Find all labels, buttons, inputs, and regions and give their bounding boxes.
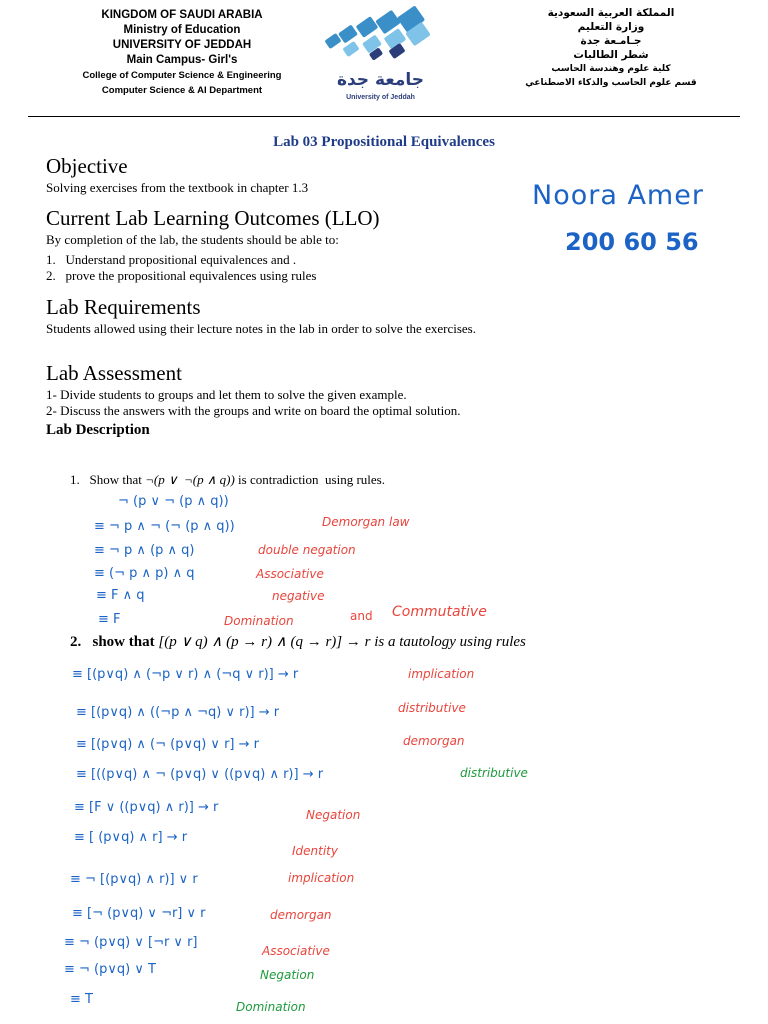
q2-step: ≡ T [70,992,93,1007]
header-left-block [72,8,292,98]
q1-rule: double negation [258,543,356,557]
requirements-heading: Lab Requirements [46,295,201,319]
header-right-block [516,6,706,90]
header-divider [28,116,740,117]
header-right-line: شطر الطالبات [573,49,649,61]
q1-step: ≡ F ∧ q [96,588,145,603]
q2-rule: demorgan [403,734,465,748]
logo-english-text: University of Jeddah [346,94,415,101]
q2-step: ≡ [((p∨q) ∧ ¬ (p∨q) ∨ ((p∨q) ∧ r)] → r [76,767,324,782]
q2-rule: Domination [236,1000,306,1014]
header-left-line: College of Computer Science & Engineering [82,70,282,81]
header-left-line: Ministry of Education [123,24,241,36]
objective-heading: Objective [46,154,128,178]
q1-formula: ¬(p ∨ ¬(p ∧ q)) [145,472,235,487]
header-right-line: المملكة العربية السعودية [547,7,675,19]
q2-step: ≡ [(p∨q) ∧ ((¬p ∧ ¬q) ∨ r)] → r [76,705,280,720]
q2-rule: distributive [398,701,466,715]
llo-item: 1. Understand propositional equivalences and . [46,252,297,267]
q2-step: ≡ [ (p∨q) ∧ r] → r [74,830,188,845]
description-heading: Lab Description [46,422,150,438]
q1-rule: Demorgan law [322,515,410,529]
q1-rule: Domination [224,614,294,628]
q2-step: ≡ ¬ (p∨q) ∨ T [64,962,156,977]
q2-step: ≡ [(p∨q) ∧ (¬ (p∨q) ∨ r] → r [76,737,259,752]
llo-intro: By completion of the lab, the students should be able to: [46,232,339,247]
q2-rule: Associative [262,944,330,958]
q1-step: ≡ (¬ p ∧ p) ∧ q [94,566,195,581]
q2-rule: Negation [260,968,315,982]
q1-step: ≡ ¬ p ∧ (p ∧ q) [94,543,195,558]
q1-commutative: Commutative [392,604,487,620]
q2-prefix: 2. show that [70,634,159,650]
objective-text: Solving exercises from the textbook in chapter 1.3 [46,180,309,195]
handwritten-name: Noora Amer [532,180,704,211]
q2-rule: distributive [460,766,528,780]
header-right-line: كلية علوم وهندسة الحاسب [551,64,671,74]
header-right-line: وزارة التعليم [577,21,645,33]
header-left-line: KINGDOM OF SAUDI ARABIA [101,9,263,21]
q1-step: ¬ (p ∨ ¬ (p ∧ q)) [118,494,229,509]
q2-rule: Negation [306,808,361,822]
q1-rule: Associative [256,567,324,581]
header-left-line: Computer Science & AI Department [101,85,263,96]
q1-suffix: is contradiction using rules. [234,472,385,487]
q1-step: ≡ F [98,612,121,627]
question-1 [70,472,385,488]
q2-step: ≡ ¬ (p∨q) ∨ [¬r ∨ r] [64,935,198,950]
q2-step: ≡ [¬ (p∨q) ∨ ¬r] ∨ r [72,906,206,921]
university-logo [318,6,443,106]
q2-rule: Identity [292,844,338,858]
llo-heading: Current Lab Learning Outcomes (LLO) [46,206,380,230]
lab-title: Lab 03 Propositional Equivalences [273,134,495,150]
assessment-item: 1- Divide students to groups and let them to solve the given example. [46,387,407,402]
q1-and-word: and [350,609,373,623]
q2-rule: demorgan [270,908,332,922]
q1-step: ≡ ¬ p ∧ ¬ (¬ (p ∧ q)) [94,519,235,534]
header-right-line: جـامـعة جدة [580,35,642,47]
question-2 [70,632,526,651]
q2-step: ≡ [F ∨ ((p∨q) ∧ r)] → r [74,800,219,815]
q1-rule: negative [272,589,325,603]
header-right-line: قسم علوم الحاسب والذكاء الاصطناعي [525,78,697,88]
q1-prefix: 1. Show that [70,472,146,487]
q2-rule: implication [408,667,475,681]
q2-step: ≡ [(p∨q) ∧ (¬p ∨ r) ∧ (¬q ∨ r)] → r [72,667,299,682]
q2-formula: [(p ∨ q) ∧ (p → r) ∧ (q → r)] → r is a tautology using rules [158,634,526,650]
requirements-text: Students allowed using their lecture notes in the lab in order to solve the exercises. [46,321,476,336]
q2-rule: implication [288,871,355,885]
logo-arabic-text: جامعة جدة [336,70,425,90]
assessment-heading: Lab Assessment [46,361,182,385]
header-left-line: Main Campus- Girl's [126,54,238,66]
q2-step: ≡ ¬ [(p∨q) ∧ r)] ∨ r [70,872,198,887]
header-left-line: UNIVERSITY OF JEDDAH [112,39,252,51]
llo-item: 2. prove the propositional equivalences using rules [46,268,317,283]
assessment-item: 2- Discuss the answers with the groups and write on board the optimal solution. [46,403,461,418]
handwritten-id: 200 60 56 [565,228,699,256]
